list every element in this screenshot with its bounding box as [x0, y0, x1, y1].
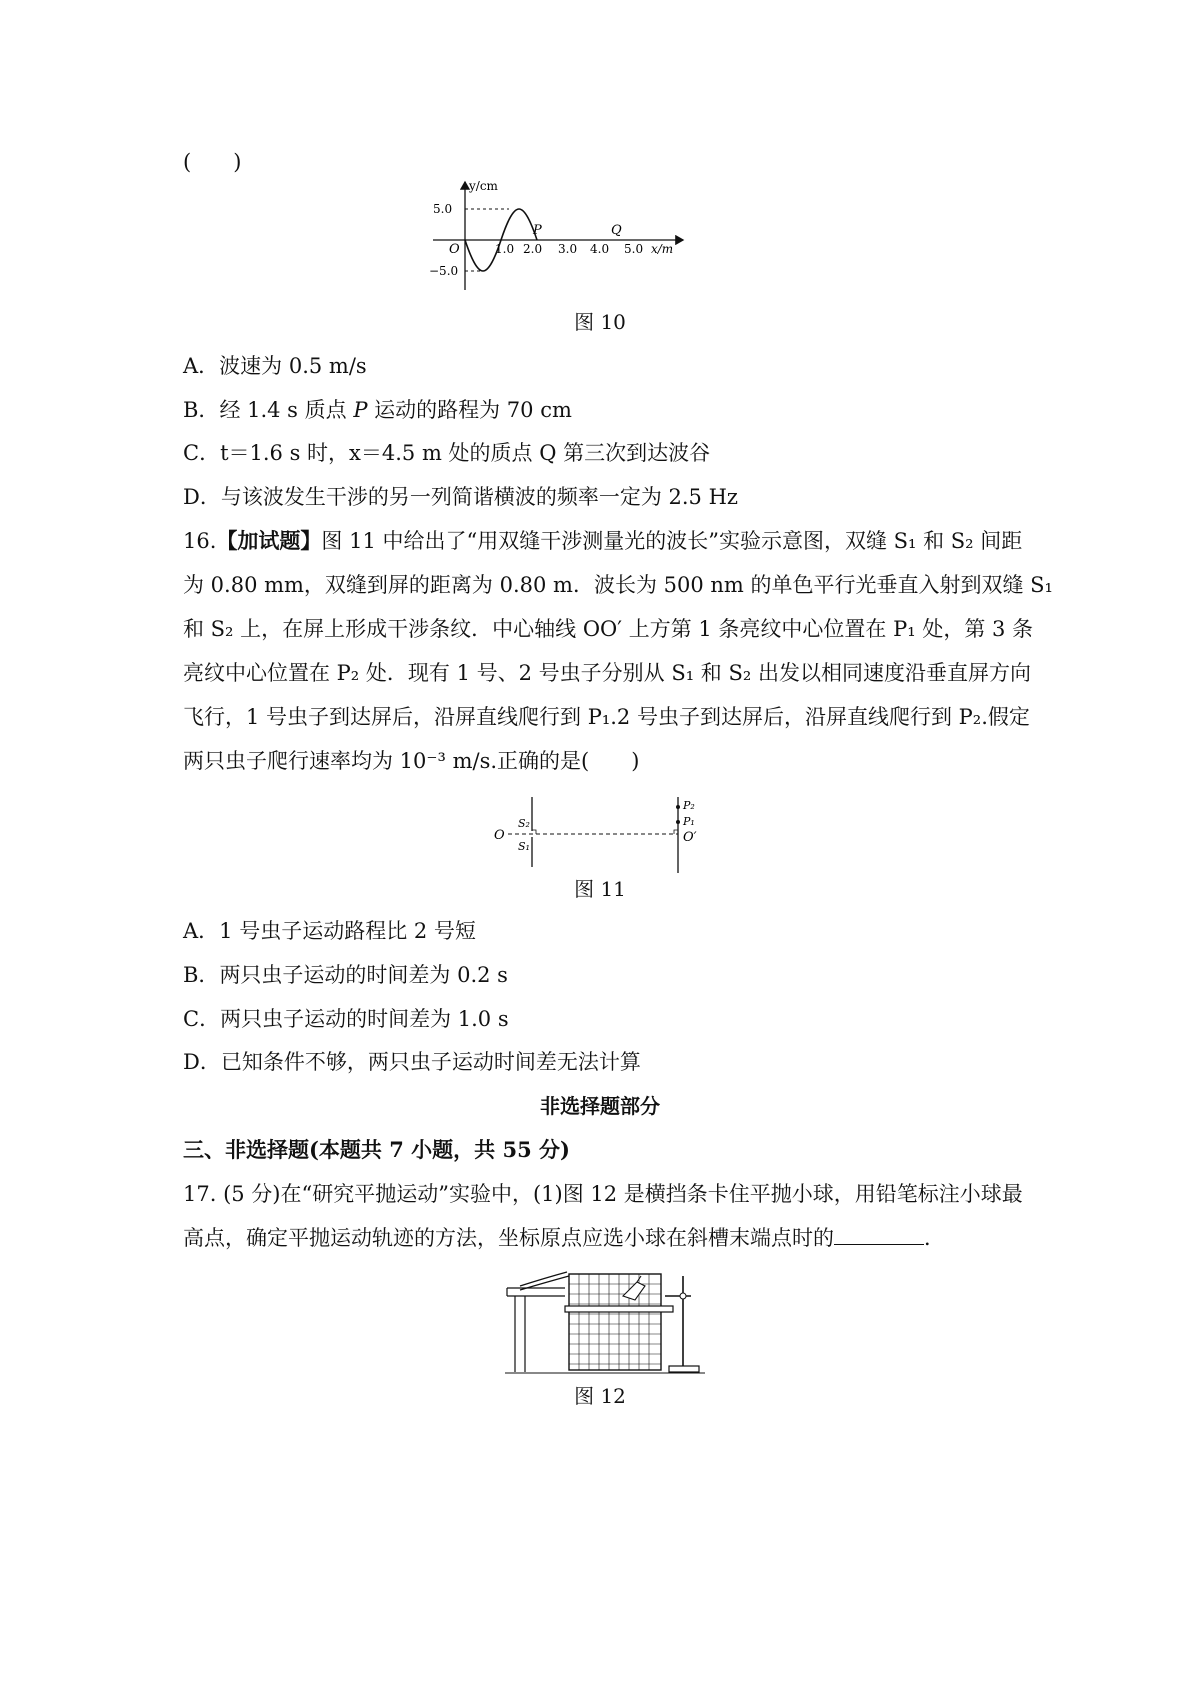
x-axis-label: x/m: [651, 242, 674, 256]
q16-line-5: 飞行，1 号虫子到达屏后，沿屏直线爬行到 P₁.2 号虫子到达屏后，沿屏直线爬行到 P₂.假定: [183, 705, 1030, 729]
hand-pencil: [623, 1276, 645, 1300]
point-p2: [676, 805, 680, 809]
point-p-label: P: [533, 223, 542, 238]
figure-12-apparatus: [505, 1268, 705, 1376]
q16-option-d: D．已知条件不够，两只虫子运动时间差无法计算: [183, 1050, 641, 1074]
q16-line-1: 16.【加试题】图 11 中给出了“用双缝干涉测量光的波长”实验示意图，双缝 S₁ 和 S₂ 间距: [183, 528, 1023, 553]
x-tick-4: 4.0: [590, 242, 610, 256]
y-tick-5: 5.0: [433, 202, 453, 216]
y-tick-neg5: −5.0: [429, 264, 459, 278]
figure-11-double-slit: [490, 795, 720, 875]
table: [507, 1288, 565, 1372]
point-q-label: Q: [611, 223, 622, 238]
q16-line-6: 两只虫子爬行速率均为 10⁻³ m/s.正确的是( ): [183, 749, 640, 773]
q16-line-2: 为 0.80 mm，双缝到屏的距离为 0.80 m．波长为 500 nm 的单色平行光垂直入射到双缝 S₁: [183, 573, 1053, 597]
o-label: O: [494, 828, 505, 843]
section-title: 非选择题部分: [540, 1094, 660, 1118]
q15-option-b: B．经 1.4 s 质点 P 运动的路程为 70 cm: [183, 398, 572, 422]
question-15-answer-paren: ( ): [183, 150, 242, 174]
q17-line-2: 高点，确定平抛运动轨迹的方法，坐标原点应选小球在斜槽末端点时的 ．: [183, 1226, 945, 1250]
q15-option-d: D．与该波发生干涉的另一列简谐横波的频率一定为 2.5 Hz: [183, 485, 738, 509]
p2-label: P₂: [683, 799, 695, 812]
q15-option-c: C．t＝1.6 s 时，x＝4.5 m 处的质点 Q 第三次到达波谷: [183, 441, 711, 465]
grid-board: [569, 1274, 661, 1370]
x-tick-5: 5.0: [624, 242, 644, 256]
o-prime-label: O′: [683, 830, 697, 845]
figure-12-caption: 图 12: [574, 1384, 626, 1408]
s2-label: S₂: [518, 817, 530, 830]
part-3-heading: 三、非选择题(本题共 7 小题，共 55 分): [183, 1137, 570, 1162]
stand-base: [669, 1366, 699, 1372]
point-p1: [676, 820, 680, 824]
q15-option-a: A．波速为 0.5 m/s: [183, 354, 367, 378]
grid-lines: [569, 1274, 661, 1370]
figure-10-wave-graph: [425, 178, 695, 296]
x-tick-2: 2.0: [523, 242, 543, 256]
origin-label: O: [449, 242, 460, 257]
figure-10-caption: 图 10: [574, 310, 626, 334]
q16-option-b: B．两只虫子运动的时间差为 0.2 s: [183, 963, 508, 987]
q16-line-3: 和 S₂ 上，在屏上形成干涉条纹．中心轴线 OO′ 上方第 1 条亮纹中心位置在 P₁ 处，第 3 条: [183, 617, 1034, 641]
q17-line-1: 17. (5 分)在“研究平抛运动”实验中，(1)图 12 是横挡条卡住平抛小球，用铅笔标注小球最: [183, 1182, 1023, 1206]
figure-11-caption: 图 11: [574, 877, 626, 901]
p1-label: P₁: [683, 815, 695, 828]
y-axis-label: y/cm: [469, 179, 498, 193]
x-tick-1: 1.0: [495, 242, 515, 256]
answer-blank[interactable]: [834, 1226, 924, 1245]
cross-bar: [565, 1306, 673, 1312]
s1-label: S₁: [518, 840, 530, 853]
chute: [520, 1272, 569, 1290]
q16-option-c: C．两只虫子运动的时间差为 1.0 s: [183, 1007, 509, 1031]
x-tick-3: 3.0: [558, 242, 578, 256]
q16-line-4: 亮纹中心位置在 P₂ 处．现有 1 号、2 号虫子分别从 S₁ 和 S₂ 出发以相同速度沿垂直屏方向: [183, 661, 1031, 685]
q16-option-a: A．1 号虫子运动路程比 2 号短: [183, 919, 476, 943]
